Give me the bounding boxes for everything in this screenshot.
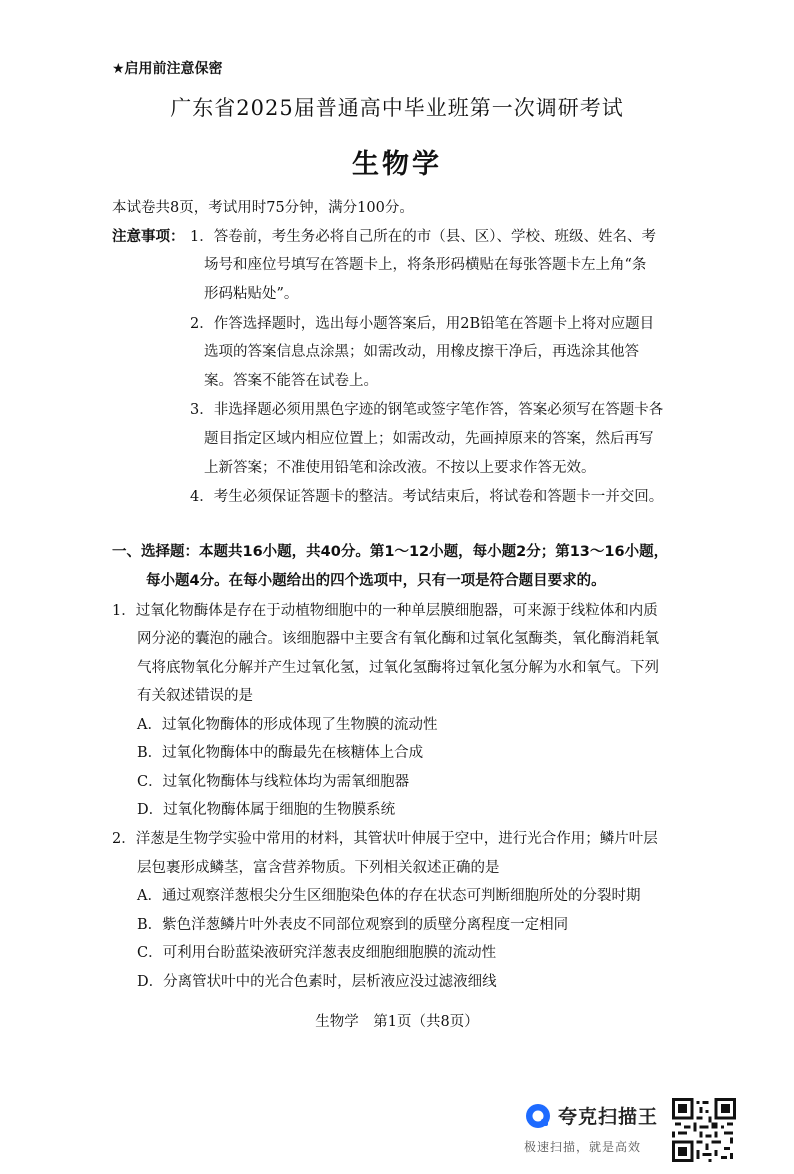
subject-title: 生物学	[352, 149, 442, 180]
confidential-label: ★启用前注意保密	[112, 61, 223, 77]
question-2-stem: 层包裹形成鳞茎，富含营养物质。下列相关叙述正确的是	[137, 860, 500, 876]
page-footer: 生物学 第1页（共8页）	[315, 1014, 479, 1030]
section-heading: 一、选择题：本题共16小题，共40分。第1～12小题，每小题2分；第13～16小题，	[112, 544, 669, 560]
scanner-logo-icon	[524, 1102, 552, 1130]
scanner-slogan: 极速扫描，就是高效	[524, 1140, 642, 1154]
note-line: 1．答卷前，考生务必将自己所在的市（县、区）、学校、班级、姓名、考	[190, 229, 656, 245]
question-2-stem: 2．洋葱是生物学实验中常用的材料，其管状叶伸展于空中，进行光合作用；鳞片叶层	[112, 831, 658, 847]
question-1-stem: 1．过氧化物酶体是存在于动植物细胞中的一种单层膜细胞器，可来源于线粒体和内质	[112, 603, 658, 619]
question-1-stem: 有关叙述错误的是	[137, 688, 253, 704]
question-2-option-b: B．紫色洋葱鳞片叶外表皮不同部位观察到的质壁分离程度一定相同	[137, 917, 569, 933]
question-1-option-b: B．过氧化物酶体中的酶最先在核糖体上合成	[137, 745, 424, 761]
scanner-watermark	[522, 1098, 672, 1160]
qr-code-icon	[672, 1098, 736, 1162]
question-1-option-d: D．过氧化物酶体属于细胞的生物膜系统	[137, 802, 396, 818]
note-line: 案。答案不能答在试卷上。	[204, 373, 378, 389]
note-line: 3．非选择题必须用黑色字迹的钢笔或签字笔作答，答案必须写在答题卡各	[190, 402, 664, 418]
exam-title: 广东省2025届普通高中毕业班第一次调研考试	[170, 96, 624, 120]
note-line: 4．考生必须保证答题卡的整洁。考试结束后，将试卷和答题卡一并交回。	[190, 489, 664, 505]
note-line: 选项的答案信息点涂黑；如需改动，用橡皮擦干净后，再选涂其他答	[204, 344, 639, 360]
note-line: 上新答案；不准使用铅笔和涂改液。不按以上要求作答无效。	[204, 460, 596, 476]
note-line: 形码粘贴处”。	[204, 286, 299, 302]
section-heading-cont: 每小题4分。在每小题给出的四个选项中，只有一项是符合题目要求的。	[146, 573, 606, 589]
question-1-option-a: A．过氧化物酶体的形成体现了生物膜的流动性	[137, 717, 438, 733]
note-line: 2．作答选择题时，选出每小题答案后，用2B铅笔在答题卡上将对应题目	[190, 316, 655, 332]
scanner-brand-name: 夸克扫描王	[558, 1106, 659, 1128]
question-1-stem: 网分泌的囊泡的融合。该细胞器中主要含有氧化酶和过氧化氢酶类，氧化酶消耗氧	[137, 631, 659, 647]
question-2-option-d: D．分离管状叶中的光合色素时，层析液应没过滤液细线	[137, 974, 497, 990]
question-1-option-c: C．过氧化物酶体与线粒体均为需氧细胞器	[137, 774, 410, 790]
question-2-option-a: A．通过观察洋葱根尖分生区细胞染色体的存在状态可判断细胞所处的分裂时期	[137, 888, 641, 904]
note-line: 场号和座位号填写在答题卡上，将条形码横贴在每张答题卡左上角“条	[204, 257, 647, 273]
question-1-stem: 气将底物氧化分解并产生过氧化氢，过氧化氢酶将过氧化氢分解为水和氧气。下列	[137, 660, 659, 676]
note-line: 题目指定区域内相应位置上；如需改动，先画掉原来的答案，然后再写	[204, 431, 654, 447]
question-2-option-c: C．可利用台盼蓝染液研究洋葱表皮细胞细胞膜的流动性	[137, 945, 497, 961]
exam-intro: 本试卷共8页，考试用时75分钟，满分100分。	[112, 200, 414, 216]
notes-label: 注意事项：	[112, 229, 185, 245]
